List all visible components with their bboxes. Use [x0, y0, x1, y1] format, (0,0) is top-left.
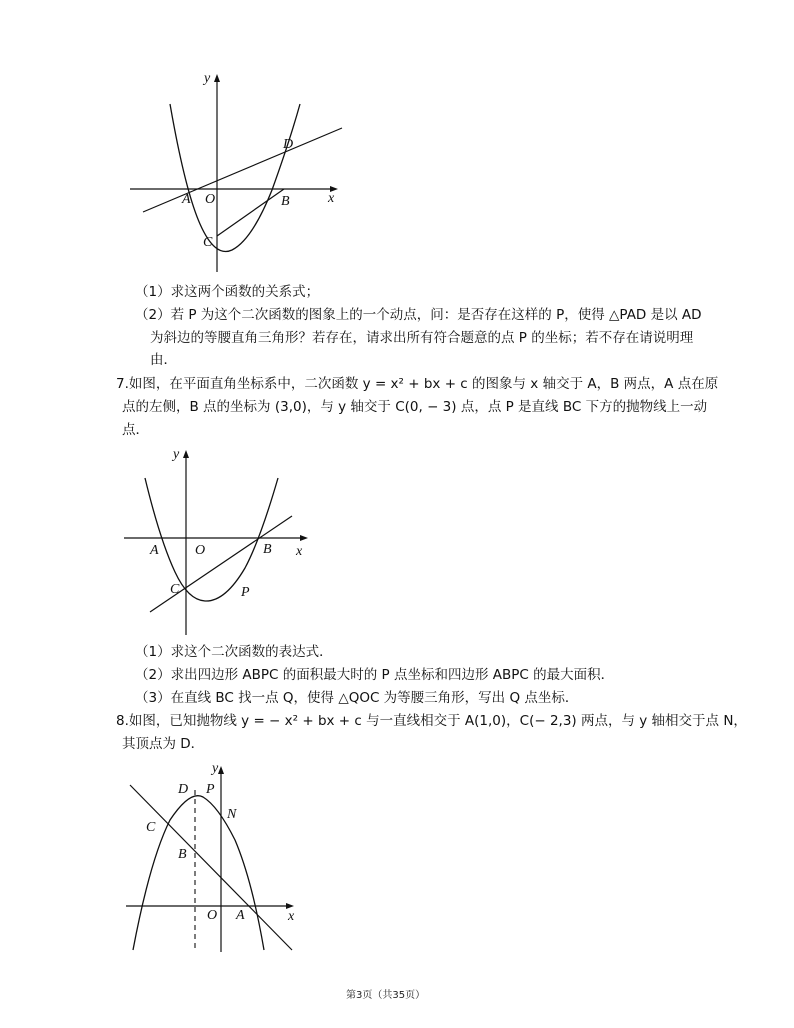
label-P: P: [206, 782, 215, 797]
p7-line2: 点的左侧，B 点的坐标为 (3,0)，与 y 轴交于 C(0, − 3) 点，点 P 是直线 BC 下方的抛物线上一动: [122, 399, 708, 415]
label-A: A: [236, 908, 245, 923]
p8-line2: 其顶点为 D．: [122, 736, 205, 752]
label-x: x: [328, 191, 335, 206]
label-y: y: [204, 71, 211, 86]
label-C: C: [170, 582, 180, 597]
p7-line1: 7.如图，在平面直角坐标系中，二次函数 y = x² + bx + c 的图象与 x 轴交于 A，B 两点，A 点在原: [116, 376, 719, 392]
page-footer: 第3页（共35页）: [346, 990, 426, 1001]
label-O: O: [195, 543, 206, 558]
label-P: P: [241, 585, 250, 600]
figure-parabola-line-2: [118, 440, 318, 640]
label-x: x: [296, 544, 303, 559]
p7-line3: 点．: [122, 422, 149, 438]
label-y: y: [212, 761, 219, 776]
p7-q1: （1）求这个二次函数的表达式．: [135, 644, 333, 660]
label-x: x: [288, 909, 295, 924]
label-O: O: [207, 908, 218, 923]
p7-q2: （2）求出四边形 ABPC 的面积最大时的 P 点坐标和四边形 ABPC 的最大面积．: [135, 667, 615, 683]
label-N: N: [227, 807, 237, 822]
label-B: B: [263, 542, 272, 557]
label-C: C: [146, 820, 156, 835]
p7-q3: （3）在直线 BC 找一点 Q，使得 △QOC 为等腰三角形，写出 Q 点坐标．: [135, 690, 579, 706]
label-C: C: [203, 235, 213, 250]
label-D: D: [178, 782, 189, 797]
p6-q2-line2: 为斜边的等腰直角三角形？若存在，请求出所有符合题意的点 P 的坐标；若不存在请说明理: [150, 330, 694, 346]
label-A: A: [182, 192, 191, 207]
p6-q2-line3: 由．: [150, 352, 177, 368]
label-B: B: [178, 847, 187, 862]
label-A: A: [150, 543, 159, 558]
label-B: B: [281, 194, 290, 209]
label-y: y: [173, 447, 180, 462]
figure-parabola-line-1: [125, 70, 355, 275]
label-D: D: [283, 137, 294, 152]
label-O: O: [205, 192, 216, 207]
p8-line1: 8.如图，已知抛物线 y = − x² + bx + c 与一直线相交于 A(1,0)，C(− 2,3) 两点，与 y 轴相交于点 N，: [116, 713, 747, 729]
p6-q1: （1）求这两个函数的关系式；: [135, 284, 320, 300]
p6-q2-line1: （2）若 P 为这个二次函数的图象上的一个动点，问：是否存在这样的 P，使得 △PAD 是以 AD: [135, 307, 702, 323]
figure-parabola-line-3: [120, 755, 310, 955]
